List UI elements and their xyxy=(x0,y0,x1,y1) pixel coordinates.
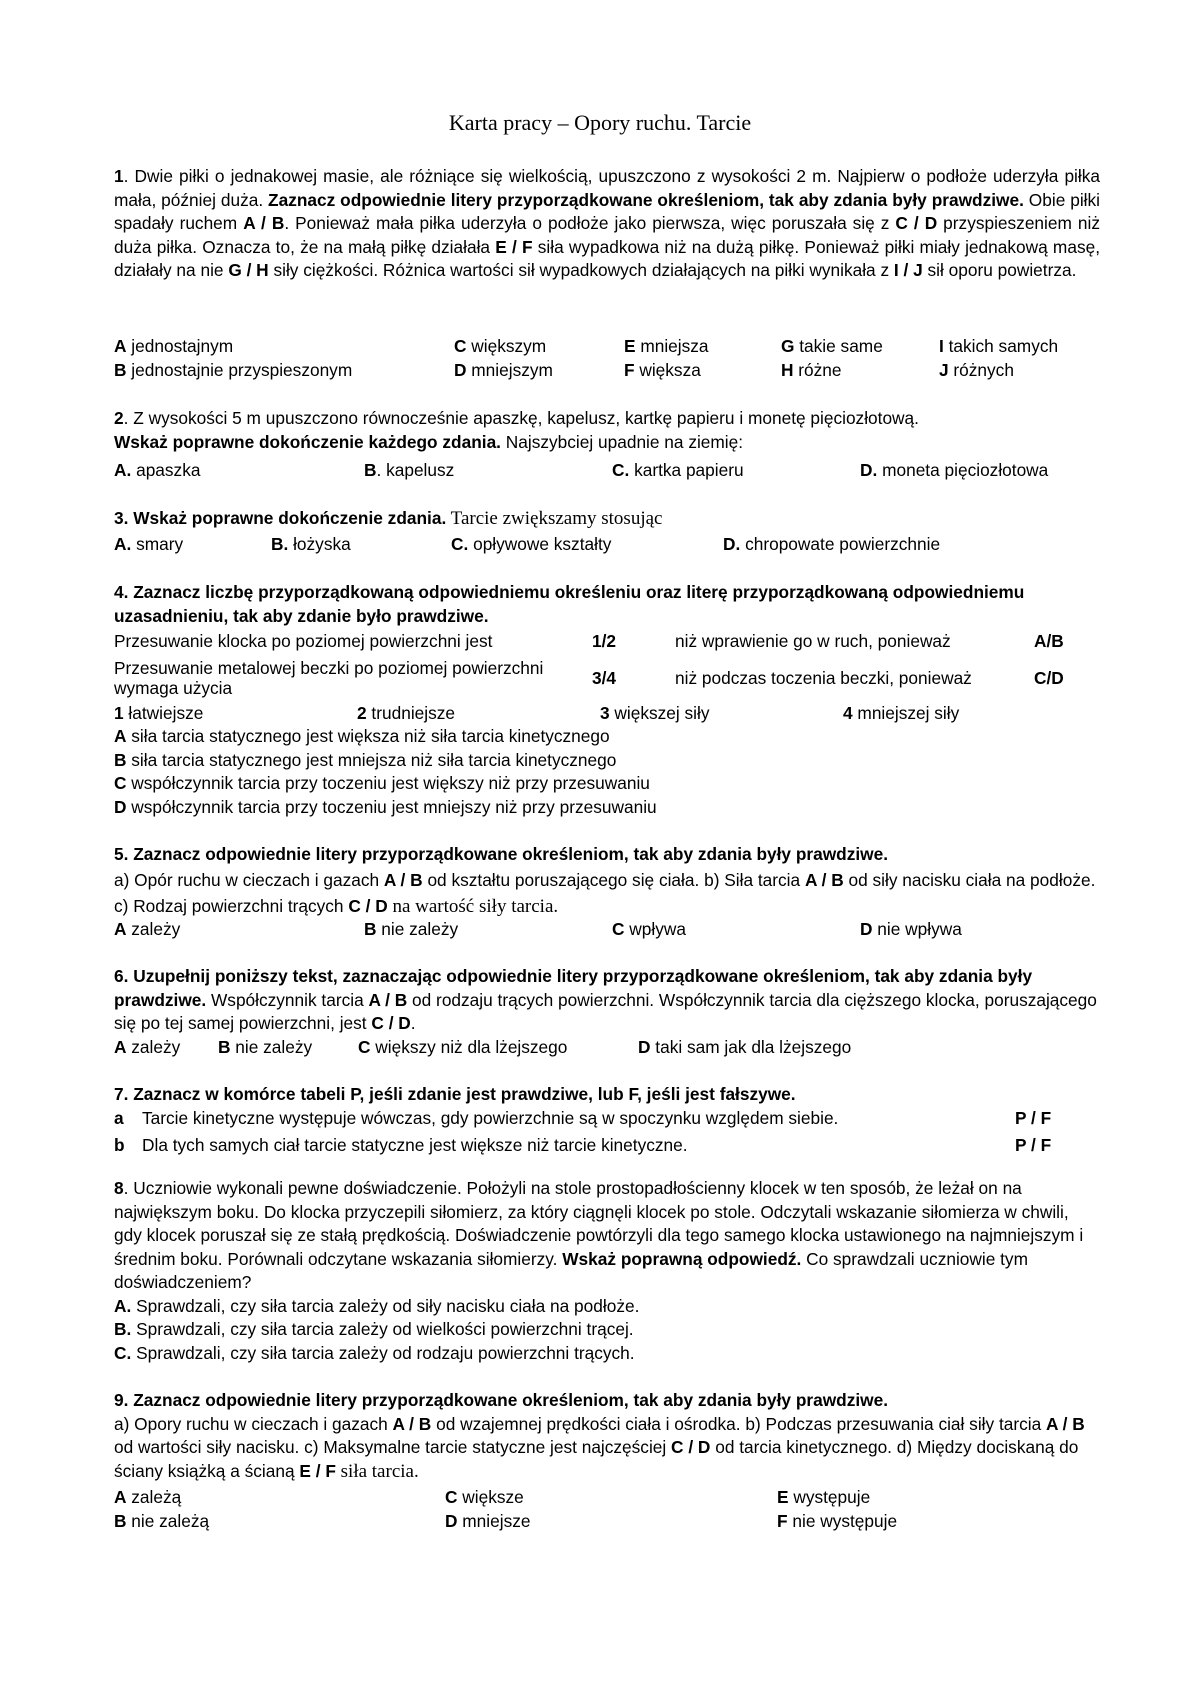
option: A. apaszka xyxy=(114,460,201,480)
question-number: 8 xyxy=(114,1178,124,1198)
option: D. moneta pięciozłotowa xyxy=(860,460,1049,480)
option: B jednostajnie przyspieszonym xyxy=(114,359,353,380)
option: H różne xyxy=(781,359,842,380)
question-1-options xyxy=(114,335,1100,382)
option: B. Sprawdzali, czy siła tarcia zależy od wielkości powierzchni trącej. xyxy=(114,1319,634,1339)
question-7-text: 7. Zaznacz w komórce tabeli P, jeśli zdanie jest prawdziwe, lub F, jeśli jest fałszywe. xyxy=(114,1084,796,1104)
option: B. kapelusz xyxy=(364,460,455,480)
option: J różnych xyxy=(939,359,1014,380)
question-2-instruction: Wskaż poprawne dokończenie każdego zdania. Najszybciej upadnie na ziemię: xyxy=(114,431,744,452)
option: E występuje xyxy=(777,1487,871,1507)
option: B nie zależy xyxy=(364,919,459,939)
question-8-text: 8. Uczniowie wykonali pewne doświadczenie. Położyli na stole prostopadłościenny klocek w ten sposób, że leżał on na największym boku. Do klocka przyczepili siłomierz, za który ciągnęli klocek po stole. Odczytali wskazanie siłomierza w chwili, gdy klocek poruszał się ze stałą prędkością. Doświadczenie powtórzyli dla tego samego klocka ustawionego na najmniejszym i średnim boku. Porównali odczytane wskazania siłomierzy. Wskaż poprawną odpowiedź. Co sprawdzali uczniowie tym doświadczeniem? xyxy=(114,1178,1084,1292)
question-4-numbers xyxy=(114,702,1100,726)
question-7-table xyxy=(114,1105,1100,1159)
option: C większe xyxy=(445,1487,524,1507)
option: A jednostajnym xyxy=(114,336,234,356)
option: B nie zależą xyxy=(114,1510,210,1531)
table-row: a Tarcie kinetyczne występuje wówczas, gdy powierzchnie są w spoczynku względem siebie. P / F xyxy=(114,1108,1052,1128)
table-row: b Dla tych samych ciał tarcie statyczne jest większe niż tarcie kinetyczne. P / F xyxy=(114,1135,1052,1155)
table-row: Przesuwanie klocka po poziomej powierzchni jest 1/2 niż wprawienie go w ruch, ponieważ A/B xyxy=(114,631,1064,651)
question-4-reasons xyxy=(114,725,1100,819)
option: B nie zależy xyxy=(218,1037,313,1057)
question-4-text: 4. Zaznacz liczbę przyporządkowaną odpowiedniemu określeniu oraz literę przyporządkowaną odpowiedniemu uzasadnieniu, tak aby zdanie było prawdziwe. xyxy=(114,582,1025,626)
question-9-text: a) Opory ruchu w cieczach i gazach A / B od wzajemnej prędkości ciała i ośrodka. b) Podczas przesuwania ciał siły tarcia A / B od wartości siły nacisku. c) Maksymalne tarcie statyczne jest najczęściej C / D od tarcia kinetycznego. d) Między dociskaną do ściany książką a ścianą E / F siła tarcia. xyxy=(114,1413,1085,1482)
question-6 xyxy=(114,965,1100,1036)
question-5 xyxy=(114,843,1100,920)
question-6-text: 6. Uzupełnij poniższy tekst, zaznaczając odpowiednie litery przyporządkowane określeniom, tak aby zdania były prawdziwe. Współczynnik tarcia A / B od rodzaju trących powierzchni. Współczynnik tarcia dla cięższego klocka, poruszającego się po tej samej powierzchni, jest C / D. xyxy=(114,966,1097,1033)
question-4-table-wrap xyxy=(114,628,1100,702)
option: D. chropowate powierzchnie xyxy=(723,534,941,554)
question-3-options xyxy=(114,533,1100,557)
option: 4 mniejszej siły xyxy=(843,703,960,723)
option: A. smary xyxy=(114,534,184,554)
option: C wpływa xyxy=(612,919,686,939)
question-7 xyxy=(114,1083,1100,1107)
option: C większy niż dla lżejszego xyxy=(358,1037,568,1057)
question-number: 2 xyxy=(114,408,124,428)
option: D mniejsze xyxy=(445,1510,531,1531)
question-2-options xyxy=(114,459,1100,483)
option: A zależą xyxy=(114,1487,182,1507)
option: 1 łatwiejsze xyxy=(114,703,204,723)
option: D nie wpływa xyxy=(860,919,962,939)
option: C współczynnik tarcia przy toczeniu jest większy niż przy przesuwaniu xyxy=(114,773,650,793)
question-2 xyxy=(114,407,1100,454)
option: C większym xyxy=(454,336,547,356)
option: F nie występuje xyxy=(777,1510,898,1531)
option: G takie same xyxy=(781,336,883,356)
option: A. Sprawdzali, czy siła tarcia zależy od siły nacisku ciała na podłoże. xyxy=(114,1295,640,1316)
question-5-instruction: 5. Zaznacz odpowiednie litery przyporządkowane określeniom, tak aby zdania były prawdziwe. xyxy=(114,844,889,864)
question-4-table xyxy=(111,628,1097,702)
option: I takich samych xyxy=(939,336,1059,356)
option: 2 trudniejsze xyxy=(357,703,455,723)
question-5-options xyxy=(114,918,1100,942)
option: C. opływowe kształty xyxy=(451,534,612,554)
option: 3 większej siły xyxy=(600,703,710,723)
question-3-text: 3. Wskaż poprawne dokończenie zdania. Tarcie zwiększamy stosując xyxy=(114,508,663,529)
question-4 xyxy=(114,581,1100,628)
question-3 xyxy=(114,507,1100,531)
page-title: Karta pracy – Opory ruchu. Tarcie xyxy=(448,110,752,135)
option: C. Sprawdzali, czy siła tarcia zależy od rodzaju powierzchni trących. xyxy=(114,1342,635,1363)
option: D mniejszym xyxy=(454,359,553,380)
question-9 xyxy=(114,1389,1100,1483)
option: A zależy xyxy=(114,919,181,939)
question-9-instruction: 9. Zaznacz odpowiednie litery przyporządkowane określeniom, tak aby zdania były prawdziwe. xyxy=(114,1390,889,1410)
table-row: Przesuwanie metalowej beczki po poziomej powierzchni wymaga użycia 3/4 niż podczas toczenia beczki, ponieważ C/D xyxy=(114,658,1064,698)
question-5-text: a) Opór ruchu w cieczach i gazach A / B od kształtu poruszającego się ciała. b) Siła tarcia A / B od siły nacisku ciała na podłoże. c) Rodzaj powierzchni trących C / D na wartość siły tarcia. xyxy=(114,869,1096,917)
question-1-text: 1. Dwie piłki o jednakowej masie, ale różniące się wielkością, upuszczono z wysokości 2 m. Najpierw o podłoże uderzyła piłka mała, później duża. Zaznacz odpowiednie litery przyporządkowane określeniom, tak aby zdania były prawdziwe. Obie piłki spadały ruchem A / B. Ponieważ mała piłka uderzyła o podłoże jako pierwsza, więc poruszała się z C / D przyspieszeniem niż duża piłka. Oznacza to, że na małą piłkę działała E / F siła wypadkowa niż na dużą piłkę. Ponieważ piłki miały jednakową masę, działały na nie G / H siły ciężkości. Różnica wartości sił wypadkowych działających na piłki wynikała z I / J sił oporu powietrza. xyxy=(114,166,1100,280)
question-2-text: 2. Z wysokości 5 m upuszczono równocześnie apaszkę, kapelusz, kartkę papieru i monetę pięciozłotową. xyxy=(114,408,919,428)
option: B siła tarcia statycznego jest mniejsza niż siła tarcia kinetycznego xyxy=(114,749,617,770)
option: A zależy xyxy=(114,1037,181,1057)
option: D taki sam jak dla lżejszego xyxy=(638,1037,852,1057)
option: C. kartka papieru xyxy=(612,460,744,480)
question-9-options xyxy=(114,1486,1100,1533)
option: A siła tarcia statycznego jest większa niż siła tarcia kinetycznego xyxy=(114,726,610,746)
question-1 xyxy=(114,165,1100,283)
option: D współczynnik tarcia przy toczeniu jest mniejszy niż przy przesuwaniu xyxy=(114,796,657,817)
option: F większa xyxy=(624,359,701,380)
option: B. łożyska xyxy=(271,534,351,554)
question-8 xyxy=(114,1177,1100,1365)
question-number: 1 xyxy=(114,166,124,186)
option: E mniejsza xyxy=(624,336,709,356)
question-7-table-wrap xyxy=(114,1105,1100,1159)
question-6-options xyxy=(114,1036,1100,1060)
